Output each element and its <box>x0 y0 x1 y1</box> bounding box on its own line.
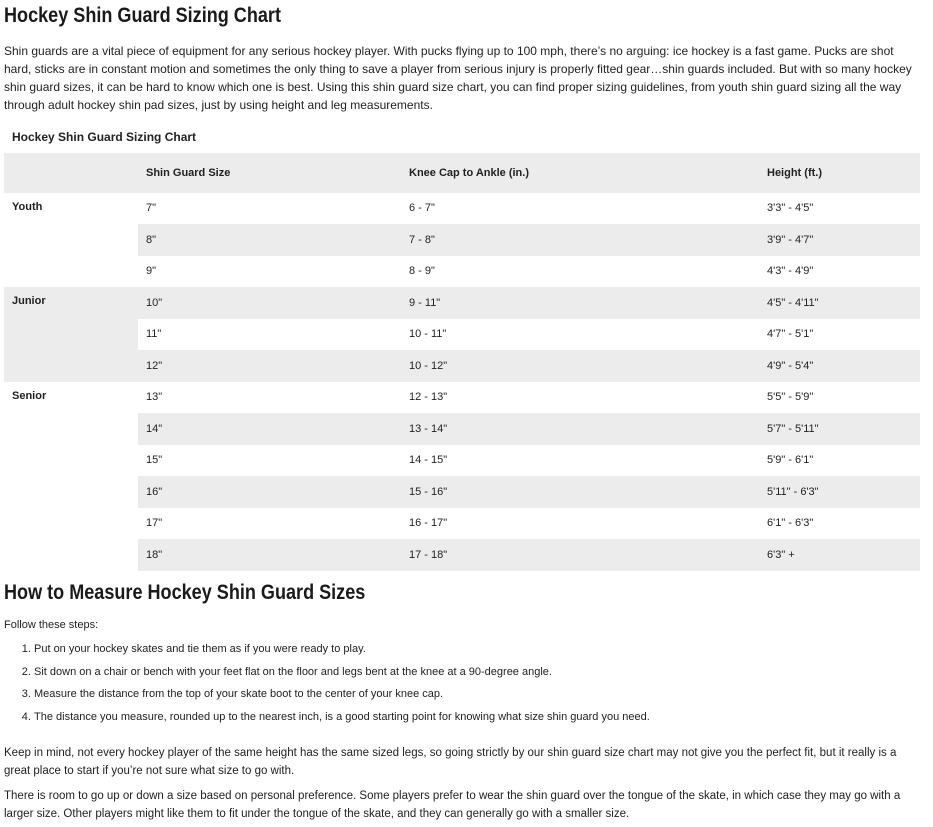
group-label-youth: Youth <box>12 200 43 213</box>
cell-size: 14" <box>138 413 401 445</box>
header-group <box>4 153 138 193</box>
cell-height: 4'9" - 5'4" <box>759 350 920 382</box>
cell-size: 16" <box>138 476 401 508</box>
step-item: 1. Put on your hockey skates and tie them as if you were ready to play. <box>34 641 914 664</box>
table-row <box>4 476 920 508</box>
table-header-row <box>4 153 920 193</box>
step-item: 3. Measure the distance from the top of your skate boot to the center of your knee cap. <box>34 686 914 709</box>
cell-height: 4'5" - 4'11" <box>759 287 920 319</box>
steps-list <box>0 641 914 732</box>
cell-size: 15" <box>146 454 163 467</box>
intro-paragraph: Shin guards are a vital piece of equipment for any serious hockey player. With pucks flying up to 100 mph, there’s no arguing: ice hockey is a fast game. Pucks are shot hard, sticks are in constant motion and sometimes the only thing to save a player from serious injury is properly fitted gear…shin guards included. But with so many hockey shin guard sizes, it can be hard to know which one is best. Using this shin guard size chart, you can find proper sizing guidelines, from youth shin guard sizing all the way through adult hockey shin pad sizes, just by using height and leg measurements. <box>4 44 912 112</box>
table-row <box>4 319 920 351</box>
cell-size: 8" <box>138 224 401 256</box>
cell-height: 5'11" - 6'3" <box>759 476 920 508</box>
table-row <box>4 445 920 477</box>
table-row <box>4 539 920 571</box>
table-row <box>4 193 920 225</box>
cell-knee: 14 - 15" <box>409 454 448 467</box>
step-item: 4. The distance you measure, rounded up to the nearest inch, is a good starting point for knowing what size shin guard you need. <box>34 709 914 732</box>
cell-knee: 8 - 9" <box>409 265 435 278</box>
table-row <box>4 508 920 540</box>
header-knee-to-ankle: Knee Cap to Ankle (in.) <box>409 166 529 179</box>
cell-height: 4'7" - 5'1" <box>767 328 814 341</box>
table-row <box>4 287 920 319</box>
cell-knee: 12 - 13" <box>409 391 448 404</box>
cell-size: 9" <box>146 265 157 278</box>
page-title: Hockey Shin Guard Sizing Chart <box>4 4 281 27</box>
cell-knee: 6 - 7" <box>409 202 435 215</box>
table-row <box>4 350 920 382</box>
cell-knee: 10 - 12" <box>401 350 759 382</box>
header-shin-guard-size: Shin Guard Size <box>146 166 231 179</box>
cell-knee: 10 - 11" <box>409 328 447 341</box>
steps-lead: Follow these steps: <box>4 619 99 631</box>
table-row <box>4 256 920 288</box>
cell-height: 5'7" - 5'11" <box>759 413 920 445</box>
cell-size: 7" <box>146 202 157 215</box>
section-title-measure: How to Measure Hockey Shin Guard Sizes <box>4 581 366 604</box>
cell-knee: 15 - 16" <box>401 476 759 508</box>
cell-knee: 17 - 18" <box>401 539 759 571</box>
fit-note-paragraph: Keep in mind, not every hockey player of the same height has the same sized legs, so going strictly by our shin guard size chart may not give you the perfect fit, but it really is a great place to start if you’re not sure what size to go with. <box>4 747 897 777</box>
table-row <box>4 382 920 414</box>
cell-size: 13" <box>146 391 163 404</box>
cell-height: 5'9" - 6'1" <box>767 454 814 467</box>
cell-size: 18" <box>138 539 401 571</box>
cell-height: 3'3" - 4'5" <box>767 202 814 215</box>
cell-height: 3'9" - 4'7" <box>759 224 920 256</box>
group-label-senior: Senior <box>12 389 47 402</box>
sizing-table <box>4 153 920 571</box>
cell-size: 12" <box>138 350 401 382</box>
cell-size: 10" <box>138 287 401 319</box>
cell-knee: 9 - 11" <box>401 287 759 319</box>
table-row <box>4 224 920 256</box>
table-caption: Hockey Shin Guard Sizing Chart <box>12 130 197 144</box>
cell-size: 17" <box>146 517 163 530</box>
cell-size: 11" <box>146 328 162 341</box>
cell-height: 5'5" - 5'9" <box>767 391 814 404</box>
cell-height: 6'1" - 6'3" <box>767 517 814 530</box>
preference-paragraph: There is room to go up or down a size based on personal preference. Some players prefer to wear the shin guard over the tongue of the skate, in which case they may go with a larger size. Other players might like them to fit under the tongue of the skate, and they can generally go with a smaller size. <box>4 790 901 820</box>
cell-height: 4'3" - 4'9" <box>767 265 814 278</box>
header-height: Height (ft.) <box>767 166 822 179</box>
cell-knee: 7 - 8" <box>401 224 759 256</box>
table-row <box>4 413 920 445</box>
cell-height: 6'3" + <box>759 539 920 571</box>
group-label-junior: Junior <box>4 287 138 382</box>
cell-knee: 13 - 14" <box>401 413 759 445</box>
cell-knee: 16 - 17" <box>409 517 448 530</box>
step-item: 2. Sit down on a chair or bench with your feet flat on the floor and legs bent at the knee at a 90-degree angle. <box>34 664 914 687</box>
